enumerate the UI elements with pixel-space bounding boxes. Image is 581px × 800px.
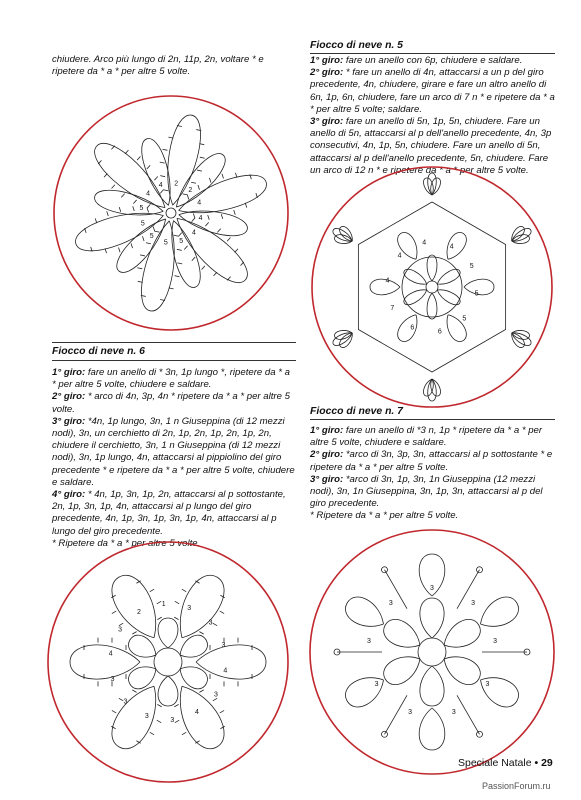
picot	[192, 257, 195, 261]
diagram-count-label: 3	[208, 619, 213, 627]
page-number: 29	[541, 757, 553, 769]
picot	[140, 255, 145, 256]
snowflake-arm	[71, 202, 167, 258]
picot	[202, 266, 205, 270]
tip-ring	[428, 173, 437, 195]
diagram-count-label: 7	[390, 305, 395, 313]
diagram-count-label: 5	[474, 290, 479, 298]
picot	[205, 222, 208, 226]
section-7-rule	[310, 419, 555, 420]
continuation-text	[52, 54, 296, 78]
picot	[198, 185, 200, 190]
diagram-count-label: 3	[123, 698, 128, 706]
picot	[112, 611, 116, 614]
petal-outline	[435, 286, 463, 308]
outer-petal	[167, 678, 232, 756]
outer-petal	[196, 645, 266, 679]
diagram-count-label: 3	[144, 712, 149, 720]
diagram-count-label: 4	[197, 199, 202, 207]
section-6-title: Fiocco di neve n. 6	[52, 346, 145, 357]
petal-outline	[163, 217, 205, 290]
diagram-count-label: 4	[422, 239, 427, 247]
diagram-count-label: 3	[118, 626, 123, 634]
petal-outline	[341, 669, 390, 712]
petal-outline	[402, 286, 430, 308]
outer-petal	[167, 569, 232, 647]
picot	[160, 162, 165, 163]
picot	[184, 246, 187, 250]
snowflake-diagram-5	[310, 165, 554, 409]
diagram-count-label: 3	[170, 716, 175, 724]
picot	[137, 156, 140, 160]
diagram-circle	[312, 167, 552, 407]
petal-outline	[174, 169, 270, 225]
petal-outline	[175, 660, 211, 692]
center-ring	[426, 281, 438, 293]
picot	[107, 211, 109, 216]
section-7	[310, 406, 555, 523]
picot	[147, 165, 150, 169]
diagram-circle	[48, 542, 288, 782]
inner-petal	[435, 286, 463, 308]
diagram-count-label: 1	[161, 601, 166, 609]
snowflake-arm	[174, 169, 270, 225]
picot	[191, 182, 196, 183]
petal-outline	[394, 311, 423, 345]
picot	[208, 215, 210, 220]
spoke-line	[457, 570, 480, 609]
picot	[187, 195, 189, 200]
picot	[131, 243, 133, 248]
diagram-count-label: 4	[198, 215, 203, 223]
hexagon-outline	[358, 202, 505, 372]
inner-petal	[175, 660, 211, 692]
petal-outline	[438, 615, 485, 656]
picot	[182, 732, 186, 735]
section-6-body	[52, 367, 296, 550]
outer-petal	[341, 592, 390, 635]
diagram-count-label: 5	[163, 239, 168, 247]
diagram-count-label: 5	[139, 204, 144, 212]
diagram-count-label: 2	[137, 608, 141, 616]
picot	[227, 237, 230, 241]
inner-petal	[420, 598, 444, 638]
picot-group	[172, 211, 250, 287]
continuation-paragraph: chiudere. Arco più lungo di 2n, 11p, 2n, voltare * e ripetere da * a * per altre 5 volte.	[52, 54, 264, 78]
petal-outline	[177, 204, 250, 239]
picot	[132, 690, 136, 693]
inner-petal	[427, 255, 437, 281]
picot	[125, 150, 128, 154]
picot	[217, 229, 220, 233]
petal-outline	[334, 234, 353, 246]
petal-outline	[158, 618, 178, 648]
diagram-count-label: 5	[462, 315, 467, 323]
petal-outline	[474, 592, 523, 635]
picot	[162, 149, 167, 150]
picot	[142, 236, 144, 241]
picot	[240, 262, 243, 266]
spoke-line	[385, 570, 408, 609]
round-2: 2° giro: * fare un anello di 4n, attaccarsi a un p del giro precedente, 4n, chiudere, girare e fare un altro anello di 6n, 1p, 6n, chiudere, fare un arco di 7 n * e ripetere da * a * per altre 5 volte; saldare.	[310, 67, 555, 115]
diagram-count-label: 2	[174, 180, 179, 188]
picot	[133, 200, 136, 204]
inner-petal	[175, 631, 211, 663]
picot	[175, 601, 179, 604]
petal-outline	[435, 267, 463, 289]
picot	[220, 726, 224, 729]
diagram-count-label: 4	[146, 190, 150, 198]
petal-outline	[379, 649, 426, 690]
picot	[220, 611, 224, 614]
diagram-count-label: 3	[221, 641, 226, 649]
picot	[209, 178, 211, 183]
round-4: 4° giro: * 4n, 1p, 3n, 1p, 2n, attaccarsi al p sottostante, 2n, 1p, 3n, 1p, 4n, attaccarsi al p lungo del giro precedente, 4n, 1p, 3n, 1p, 3n, 1p, 4n, attaccarsi al p lungo del giro precedente.	[52, 489, 286, 537]
picot	[98, 160, 101, 164]
picot	[178, 233, 181, 237]
petal-outline	[420, 666, 444, 706]
inner-petal	[402, 286, 430, 308]
round-2: 2° giro: * arco di 4n, 3p, 4n * ripetere da * a * per altre 5 volte.	[52, 391, 290, 415]
section-7-title: Fiocco di neve n. 7	[310, 406, 403, 417]
picot	[119, 207, 121, 212]
outer-loop	[394, 311, 423, 345]
picot	[221, 214, 223, 219]
outer-loop	[464, 279, 494, 298]
petal-outline	[341, 592, 390, 635]
picot	[160, 190, 163, 194]
picot	[175, 276, 180, 277]
diagram-count-label: 5	[469, 262, 474, 270]
spoke-line	[457, 695, 480, 734]
petal-outline	[71, 202, 167, 258]
picot	[157, 704, 161, 707]
picot	[227, 277, 230, 281]
diagram-count-label: 3	[451, 709, 456, 717]
round-2: 2° giro: *arco di 3n, 3p, 3n, attaccarsi al p sottostante * e ripetere da * a * per altre 5 volte.	[310, 449, 553, 473]
picot	[137, 268, 142, 269]
picot	[111, 595, 115, 598]
repeat-note: * Ripetere da * a * per altre 5 volte.	[52, 537, 201, 549]
diagram-count-label: 3	[430, 585, 434, 592]
picot	[111, 146, 114, 150]
picot	[157, 601, 161, 604]
snowflake-diagram-top-left	[51, 93, 291, 333]
picot	[220, 595, 224, 598]
center-ring	[418, 638, 446, 666]
section-6	[52, 344, 296, 550]
inner-petal	[379, 615, 426, 656]
picot	[146, 243, 151, 244]
picot	[193, 213, 195, 218]
round-3: 3° giro: *arco di 3n, 1p, 3n, 1n Giuseppina (12 mezzi nodi), 3n, 1n Giuseppina, 3n, 1p, 3n, attaccarsi al p del giro precedente.	[310, 473, 543, 510]
diagram-count-label: 4	[192, 229, 196, 237]
picot	[112, 710, 116, 713]
outer-loop	[441, 229, 470, 263]
picot	[192, 218, 195, 222]
picot	[174, 617, 178, 620]
picot	[182, 589, 186, 592]
diagram-count-label: 3	[374, 681, 379, 688]
picot	[154, 176, 157, 180]
diagram-count-label: 2	[188, 187, 193, 195]
section-6-rule	[52, 360, 296, 361]
diagram-count-label: 4	[108, 650, 113, 658]
diagram-count-label: 3	[485, 681, 490, 688]
petal-outline	[419, 708, 445, 750]
picot	[174, 704, 178, 707]
picot	[154, 231, 159, 232]
picot	[174, 235, 179, 236]
snowflake-arm	[137, 136, 179, 209]
petal-outline	[428, 379, 437, 401]
inner-ring	[402, 257, 462, 317]
petal-outline	[441, 229, 470, 263]
picot-group	[168, 577, 231, 638]
picot	[119, 247, 121, 252]
picot	[160, 176, 165, 177]
petal-outline	[428, 173, 437, 195]
round-3: 3° giro: fare un anello di 5n, 1p, 5n, chiudere. Fare un anello di 5n, attaccarsi al p dell'anello precedente, 4n, 3p consecutivi, 4n, 1p, 5n, chiudere. Fare un anello di 5n, attaccarsi al p dell'anello precedente, 5n, chiudere. Fare un arco di 12 n * e ripetere da * a * per altre 5 volte.	[310, 116, 552, 176]
diagram-count-label: 4	[158, 181, 163, 189]
petal-outline	[420, 598, 444, 638]
picot	[111, 726, 115, 729]
petal-outline	[104, 569, 169, 647]
petal-outline	[167, 678, 232, 756]
center-ring	[166, 208, 176, 218]
diagram-count-label: 3	[408, 709, 413, 717]
center-ring	[154, 648, 182, 676]
picot-group	[105, 686, 168, 747]
inner-petal	[158, 676, 178, 706]
picot	[132, 632, 136, 635]
picot	[199, 632, 203, 635]
watermark: PassionForum.ru	[482, 781, 551, 791]
picot	[235, 249, 238, 253]
picot	[175, 720, 179, 723]
picot	[200, 157, 205, 158]
diagram-count-label: 3	[471, 599, 476, 607]
petal-outline	[92, 186, 165, 221]
picot	[213, 623, 217, 626]
section-5-rule	[310, 53, 555, 54]
diagram-count-label: 4	[449, 243, 454, 251]
diagram-count-label: 3	[187, 605, 192, 613]
petal-outline	[464, 279, 494, 298]
petal-outline	[474, 669, 523, 712]
outer-petal	[104, 678, 169, 756]
picot	[147, 208, 149, 213]
picot	[104, 174, 107, 178]
tip-ring	[511, 234, 530, 246]
outer-petal	[474, 592, 523, 635]
round-3: 3° giro: *4n, 1p lungo, 3n, 1 n Giuseppina (di 12 mezzi nodi), 3n, un cerchietto di 2n, 1p, 2n, 1p, 2n, 1p, 2n, chiudere il cerchietto, 3n, 1 n Giuseppina (di 12 mezzi nodi), 3n, 1p lungo, 4n, attaccarsi al pippiolino del giro precedente * e ripetere da * a * per altre 5 volte, chiudere e saldare.	[52, 415, 295, 488]
picot	[214, 272, 217, 276]
petal-outline	[379, 615, 426, 656]
snowflake-diagram-6	[46, 540, 290, 784]
round-1: 1° giro: fare un anello di * 3n, 1p lungo *, ripetere da * a * per altre 5 volte, chiudere e saldare.	[52, 367, 290, 391]
snowflake-arm	[163, 217, 205, 290]
outer-petal	[419, 708, 445, 750]
publication-name: Speciale Natale	[458, 757, 532, 769]
picot	[147, 204, 150, 208]
round-1: 1° giro: fare un anello di *3 n, 1p * ripetere da * a * per altre 5 volte, chiudere e saldare.	[310, 425, 543, 449]
petal-outline	[196, 645, 266, 679]
picot	[177, 249, 182, 250]
tip-ring	[334, 234, 353, 246]
diagram-count-label: 3	[367, 637, 371, 645]
picot-group	[92, 139, 170, 215]
petal-outline	[438, 649, 485, 690]
picot	[121, 194, 124, 198]
picot	[183, 194, 188, 195]
inner-petal	[402, 267, 430, 289]
picot	[133, 206, 135, 211]
inner-petal	[125, 631, 161, 663]
outer-petal	[474, 669, 523, 712]
page-footer	[458, 757, 553, 769]
section-5-title: Fiocco di neve n. 5	[310, 40, 403, 51]
diagram-count-label: 6	[410, 324, 415, 332]
diagram-count-label: 4	[385, 277, 390, 285]
picot	[177, 263, 182, 264]
picot	[163, 190, 168, 191]
picot	[157, 720, 161, 723]
picot	[220, 710, 224, 713]
petal-outline	[511, 234, 530, 246]
diagram-count-label: 5	[140, 220, 145, 228]
spoke-line	[385, 695, 408, 734]
tip-ring	[334, 329, 353, 341]
diagram-count-label: 5	[149, 232, 154, 240]
diagram-circle	[54, 96, 288, 330]
footer-separator: •	[534, 757, 539, 769]
petal-outline	[427, 293, 437, 319]
snowflake-diagram-7	[307, 527, 557, 777]
petal-outline	[511, 329, 530, 341]
petal-outline	[334, 329, 353, 341]
snowflake-arm	[177, 204, 250, 239]
petal-outline	[158, 676, 178, 706]
picot	[150, 732, 154, 735]
petal-outline	[402, 267, 430, 289]
petal-outline	[167, 569, 232, 647]
diagram-count-label: 3	[110, 676, 115, 684]
outer-petal	[104, 569, 169, 647]
tip-ring	[511, 329, 530, 341]
picot-group	[105, 577, 168, 638]
petal-outline	[125, 660, 161, 692]
inner-petal	[438, 615, 485, 656]
diagram-count-label: 4	[223, 667, 228, 675]
picot	[112, 185, 115, 189]
petal-outline	[137, 136, 179, 209]
picot	[199, 690, 203, 693]
section-7-body	[310, 425, 555, 523]
inner-petal	[379, 649, 426, 690]
petal-outline	[175, 631, 211, 663]
diagram-count-label: 5	[179, 238, 184, 246]
petal-outline	[104, 678, 169, 756]
inner-petal	[125, 660, 161, 692]
inner-petal	[427, 293, 437, 319]
petal-outline	[125, 631, 161, 663]
inner-petal	[438, 649, 485, 690]
picot	[150, 589, 154, 592]
inner-petal	[158, 618, 178, 648]
picot	[234, 210, 236, 215]
inner-petal	[435, 267, 463, 289]
diagram-count-label: 3	[388, 599, 393, 607]
diagram-count-label: 3	[213, 691, 218, 699]
diagram-count-label: 3	[493, 637, 497, 645]
diagram-count-label: 6	[437, 328, 442, 336]
diagram-count-label: 4	[397, 252, 402, 260]
petal-outline	[70, 645, 140, 679]
diagram-count-label: 4	[195, 709, 199, 717]
section-5-body	[310, 55, 555, 177]
section-6-top-rule	[52, 342, 296, 343]
inner-petal	[420, 666, 444, 706]
picot-group	[168, 686, 231, 747]
petal-outline	[427, 255, 437, 281]
picot	[197, 170, 202, 171]
section-5	[310, 40, 555, 177]
snowflake-arm	[92, 186, 165, 221]
picot	[153, 227, 155, 232]
outer-petal	[341, 669, 390, 712]
repeat-note: * Ripetere da * a * per altre 5 volte.	[310, 510, 459, 522]
outer-petal	[70, 645, 140, 679]
picot	[157, 617, 161, 620]
picot	[222, 174, 224, 179]
round-1: 1° giro: fare un anello con 6p, chiudere e saldare.	[310, 55, 523, 66]
tip-ring	[428, 379, 437, 401]
